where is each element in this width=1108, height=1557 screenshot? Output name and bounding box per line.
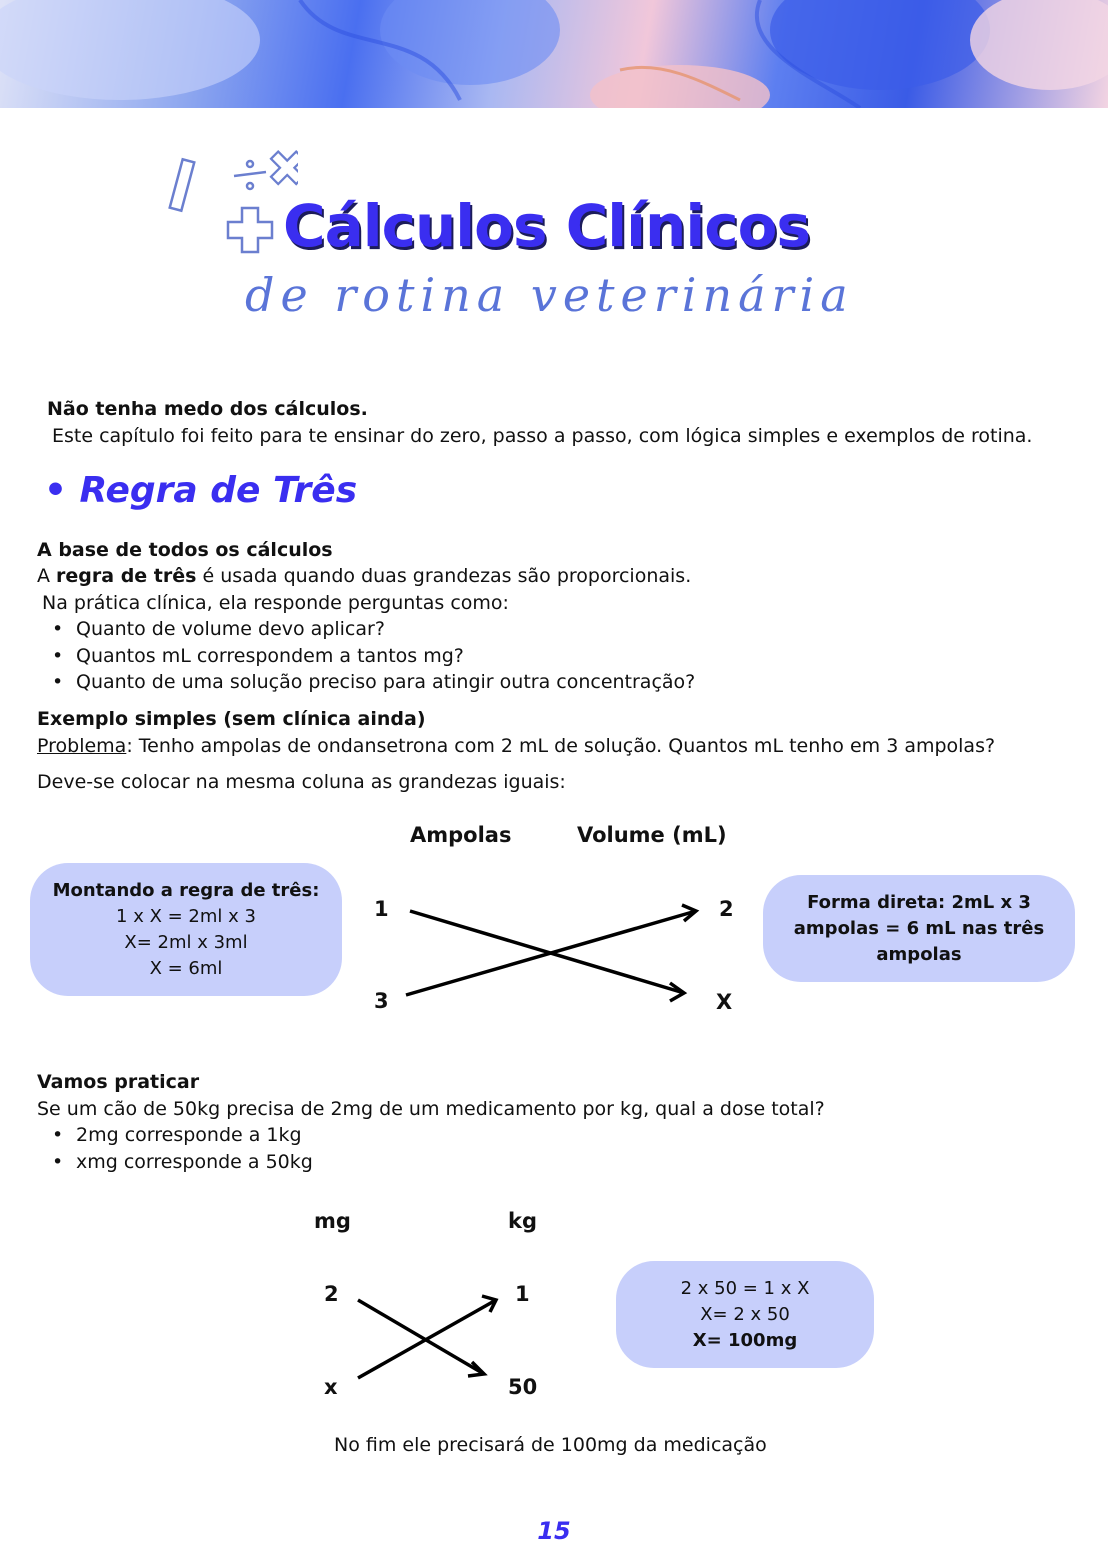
intro-heading: Não tenha medo dos cálculos. (47, 398, 368, 420)
diagram2-b1: 1 (515, 1282, 530, 1306)
list-item: • Quanto de uma solução preciso para atingir outra concentração? (76, 669, 695, 695)
section-title: • Regra de Três (44, 470, 358, 511)
practice-calculation-box: 2 x 50 = 1 x X X= 2 x 50 X= 100mg (616, 1261, 874, 1368)
math-symbols-icon (168, 148, 298, 278)
practice-heading: Vamos praticar (37, 1071, 200, 1093)
diagram1-b1: 2 (719, 897, 734, 921)
diagram1-a1: 1 (374, 897, 389, 921)
list-item: • Quanto de volume devo aplicar? (76, 616, 385, 642)
diagram2-col2-label: kg (508, 1209, 537, 1233)
banner-pattern (0, 0, 1108, 108)
diagram2-a2: x (324, 1375, 338, 1399)
conclusion-text: No fim ele precisará de 100mg da medicação (334, 1434, 767, 1456)
base-heading: A base de todos os cálculos (37, 539, 333, 561)
diagram1-col1-label: Ampolas (410, 823, 512, 847)
column-note: Deve-se colocar na mesma coluna as grandezas iguais: (37, 771, 566, 793)
list-item: • xmg corresponde a 50kg (76, 1149, 313, 1175)
example-heading: Exemplo simples (sem clínica ainda) (37, 708, 426, 730)
practice-question: Se um cão de 50kg precisa de 2mg de um medicamento por kg, qual a dose total? (37, 1098, 825, 1120)
page-title: Cálculos Clínicos (283, 192, 810, 260)
page-subtitle: de rotina veterinária (245, 268, 854, 322)
diagram2-cross-arrows (350, 1290, 500, 1390)
list-item: • Quantos mL correspondem a tantos mg? (76, 643, 464, 669)
page-number: 15 (537, 1517, 571, 1545)
diagram2-b2: 50 (508, 1375, 538, 1399)
paragraph-2: Na prática clínica, ela responde perguntas como: (42, 592, 509, 614)
left-calculation-box: Montando a regra de três: 1 x X = 2ml x 3 X= 2ml x 3ml X = 6ml (30, 863, 342, 996)
diagram1-cross-arrows (400, 895, 700, 1005)
direct-form-box: Forma direta: 2mL x 3 ampolas = 6 mL nas três ampolas (763, 875, 1075, 982)
diagram1-b2: X (716, 990, 733, 1014)
diagram1-a2: 3 (374, 989, 389, 1013)
header-banner (0, 0, 1108, 108)
diagram2-col1-label: mg (314, 1209, 351, 1233)
diagram1-col2-label: Volume (mL) (577, 823, 727, 847)
paragraph-1: A regra de três é usada quando duas grandezas são proporcionais. (37, 565, 692, 587)
intro-text: Este capítulo foi feito para te ensinar do zero, passo a passo, com lógica simples e exemplos de rotina. (52, 425, 1033, 447)
list-item: • 2mg corresponde a 1kg (76, 1122, 302, 1148)
problem-text: Problema: Tenho ampolas de ondansetrona com 2 mL de solução. Quantos mL tenho em 3 ampolas? (37, 735, 996, 757)
diagram2-a1: 2 (324, 1282, 339, 1306)
